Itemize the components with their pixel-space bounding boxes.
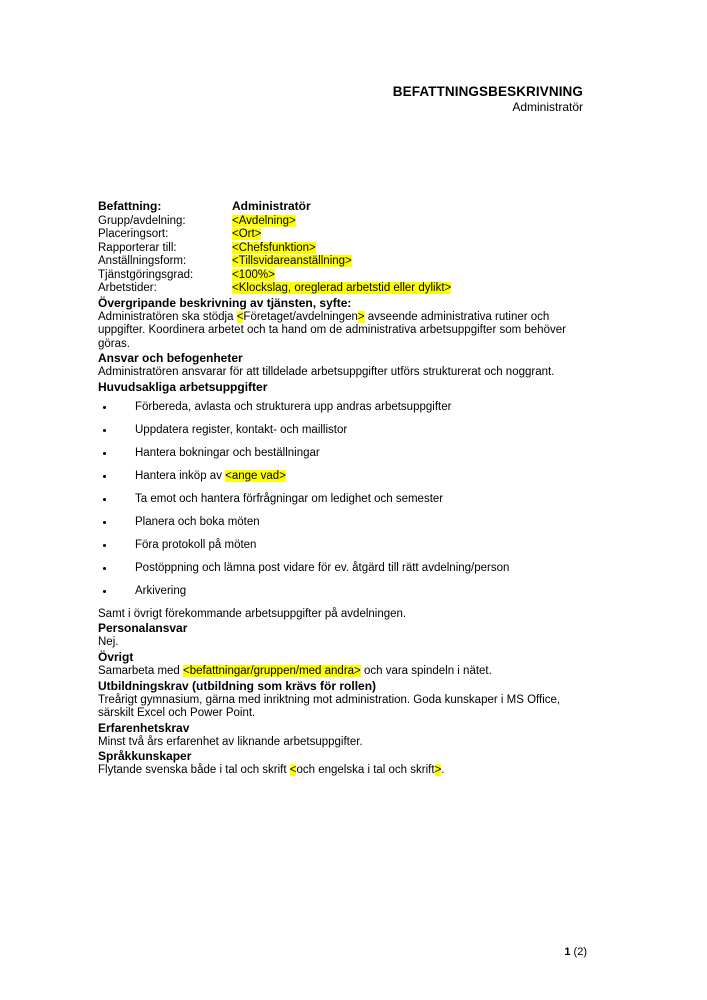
- position-info-value: [232, 255, 451, 269]
- page-footer: [98, 946, 587, 959]
- document-header: [98, 84, 583, 115]
- bullet-icon: [103, 590, 106, 593]
- footer-page-number: 1: [564, 946, 571, 958]
- task-list-item: [98, 493, 587, 507]
- overview-placeholder-text: Företaget/avdelningen: [243, 310, 358, 323]
- position-info-row: [98, 200, 451, 215]
- task-list-item: [98, 401, 587, 415]
- task-list-item-label: Ta emot och hantera förfrågningar om ledighet och semester: [135, 492, 444, 505]
- task-list-item-label: Förbereda, avlasta och strukturera upp andras arbetsuppgifter: [135, 400, 452, 413]
- section-heading-education: Utbildningskrav (utbildning som krävs för rollen): [98, 678, 377, 693]
- position-info-label: Tjänstgöringsgrad:: [98, 268, 194, 281]
- section-text-personnel: Nej.: [98, 636, 119, 649]
- overview-text-before: Administratören ska stödja: [98, 310, 237, 323]
- task-list-item: [98, 516, 587, 530]
- section-heading-personnel: Personalansvar: [98, 621, 188, 636]
- position-info-value: [232, 282, 451, 296]
- task-list-item-label: Hantera inköp av: [135, 469, 226, 482]
- tasks-list: [98, 401, 587, 599]
- position-info-label: Rapporterar till:: [98, 241, 177, 254]
- other-text-before: Samarbeta med: [98, 665, 184, 678]
- position-info-value: [232, 242, 451, 256]
- bullet-icon: [103, 452, 106, 455]
- position-info-rows: [98, 200, 451, 296]
- bullet-icon: [103, 544, 106, 547]
- position-info-row: [98, 282, 451, 296]
- position-info-row: [98, 228, 451, 242]
- section-text-language: [98, 764, 587, 778]
- task-list-item-label: Föra protokoll på möten: [135, 538, 257, 551]
- task-list-item: [98, 470, 587, 484]
- position-info-value: [232, 215, 451, 229]
- document-body: [98, 200, 587, 778]
- position-info-value-highlight: <Klockslag, oreglerad arbetstid eller dylikt>: [232, 282, 452, 294]
- section-text-responsibility: Administratören ansvarar för att tilldelade arbetsuppgifter utförs strukturerat och noggrant.: [98, 366, 555, 379]
- language-text-before: Flytande svenska både i tal och skrift: [98, 764, 290, 777]
- task-list-item: [98, 585, 587, 599]
- bullet-icon: [103, 498, 106, 501]
- overview-placeholder-close: >: [357, 310, 365, 323]
- position-info-row: [98, 269, 451, 283]
- position-info-row: [98, 242, 451, 256]
- task-list-item-label: Arkivering: [135, 584, 187, 597]
- other-text-after: och vara spindeln i nätet.: [360, 665, 492, 678]
- position-info-row: [98, 255, 451, 269]
- task-list-item: [98, 424, 587, 438]
- language-placeholder-open: <: [289, 764, 297, 777]
- language-placeholder-close: >: [434, 764, 442, 777]
- bullet-icon: [103, 521, 106, 524]
- section-heading-tasks: Huvudsakliga arbetsuppgifter: [98, 379, 268, 394]
- position-info-table: [98, 200, 451, 296]
- footer-page-total: (2): [573, 946, 587, 958]
- overview-text-after: avseende administrativa rutiner och uppgifter. Koordinera arbetet och ta hand om de administrativa arbetsuppgifter som behöver göras.: [98, 310, 566, 350]
- overview-placeholder-open: <: [236, 310, 244, 323]
- position-info-label: Arbetstider:: [98, 282, 157, 294]
- position-info-value-highlight: <100%>: [232, 268, 275, 281]
- task-list-item-placeholder: <ange vad>: [225, 469, 286, 482]
- task-list-item: [98, 447, 587, 461]
- section-heading-responsibility: Ansvar och befogenheter: [98, 351, 243, 366]
- position-info-value-highlight: <Avdelning>: [232, 214, 296, 227]
- position-info-value: [232, 228, 451, 242]
- tasks-closing-text: Samt i övrigt förekommande arbetsuppgifter på avdelningen.: [98, 607, 407, 620]
- section-text-overview: [98, 311, 587, 352]
- section-text-other: [98, 665, 587, 679]
- position-info-label: Placeringsort:: [98, 228, 169, 240]
- bullet-icon: [103, 429, 106, 432]
- position-info-value-highlight: <Tillsvidareanställning>: [232, 255, 352, 267]
- section-heading-experience: Erfarenhetskrav: [98, 720, 190, 735]
- task-list-item: [98, 562, 587, 576]
- position-info-value-highlight: <Chefsfunktion>: [232, 241, 316, 254]
- language-text-after: .: [441, 764, 445, 777]
- document-subtitle: Administratör: [512, 100, 583, 114]
- task-list-item: [98, 539, 587, 553]
- other-placeholder: <befattningar/gruppen/med andra>: [183, 665, 361, 678]
- bullet-icon: [103, 475, 106, 478]
- section-heading-other: Övrigt: [98, 650, 134, 665]
- task-list-item-label: Uppdatera register, kontakt- och maillistor: [135, 423, 348, 436]
- position-info-value: Administratör: [232, 199, 311, 213]
- language-placeholder-text: och engelska i tal och skrift: [296, 764, 435, 777]
- position-info-value: [232, 269, 451, 283]
- bullet-icon: [103, 406, 106, 409]
- section-text-education: Treårigt gymnasium, gärna med inriktning mot administration. Goda kunskaper i MS Office, särskilt Excel och Power Point.: [98, 693, 561, 720]
- position-info-label: Anställningsform:: [98, 255, 187, 267]
- document-title: BEFATTNINGSBESKRIVNING: [392, 84, 583, 99]
- position-info-label: Grupp/avdelning:: [98, 214, 186, 227]
- bullet-icon: [103, 567, 106, 570]
- section-text-experience: Minst två års erfarenhet av liknande arbetsuppgifter.: [98, 735, 363, 748]
- task-list-item-label: Hantera bokningar och beställningar: [135, 446, 320, 459]
- task-list-item-label: Postöppning och lämna post vidare för ev. åtgärd till rätt avdelning/person: [135, 561, 510, 574]
- position-info-label: Befattning:: [98, 199, 162, 213]
- task-list-item-label: Planera och boka möten: [135, 515, 260, 528]
- section-heading-overview: Övergripande beskrivning av tjänsten, syfte:: [98, 295, 352, 310]
- section-heading-language: Språkkunskaper: [98, 749, 192, 764]
- position-info-value-highlight: <Ort>: [232, 228, 262, 240]
- position-info-row: [98, 215, 451, 229]
